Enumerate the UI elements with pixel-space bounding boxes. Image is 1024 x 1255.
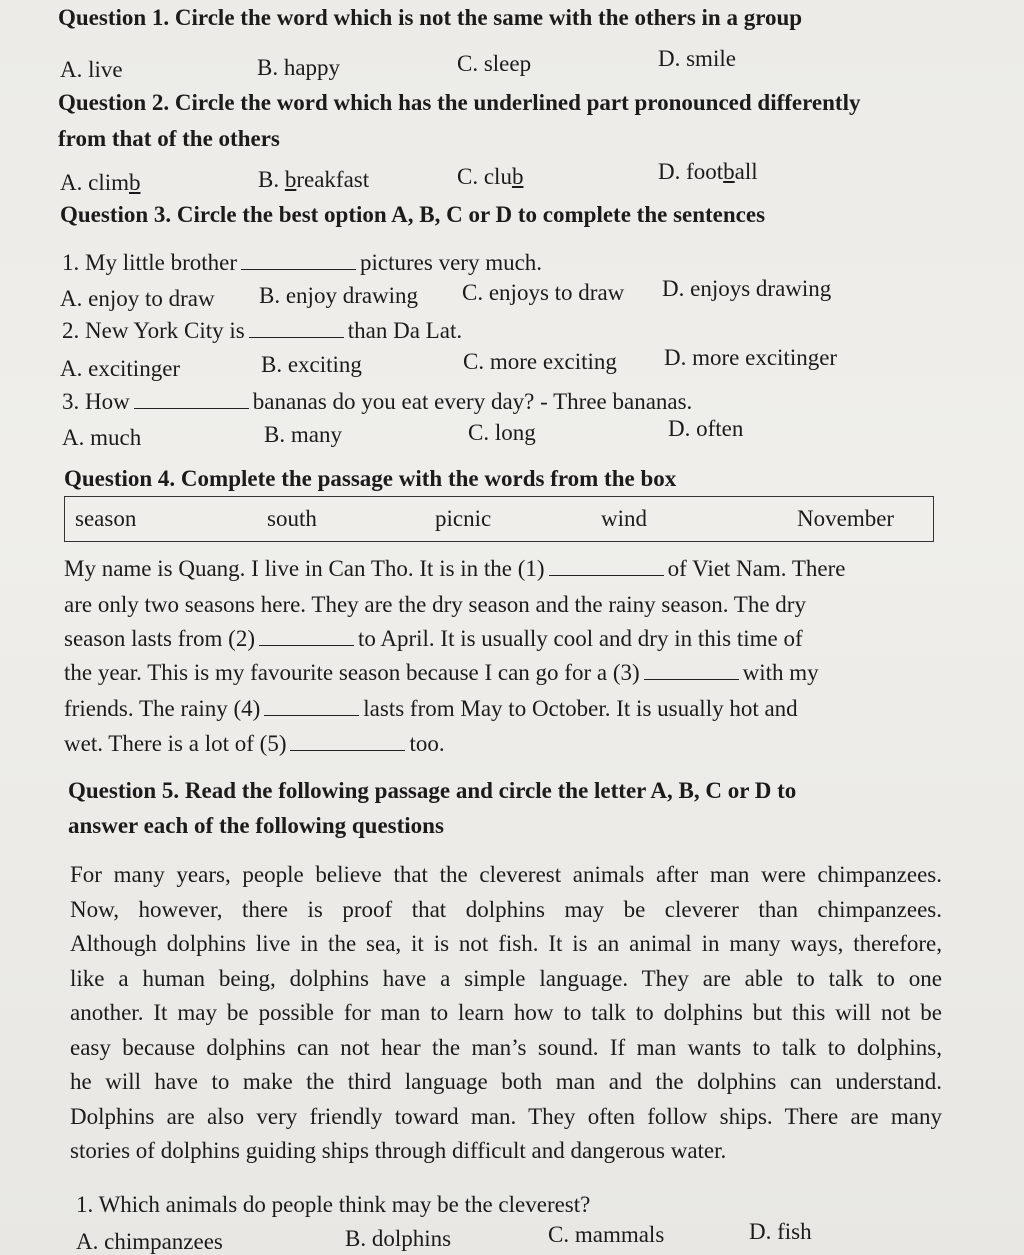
question-3-title: Question 3. Circle the best option A, B, C or D to complete the sentences (60, 202, 766, 227)
reading-passage (70, 858, 942, 1169)
passage-line: Dolphins are also very friendly toward man. They often follow ships. There are many (70, 1103, 942, 1129)
q3-1-option-c: C. enjoys to draw (462, 280, 625, 305)
passage-line: easy because dolphins can not hear the man’s sound. If man wants to talk to dolphins, (70, 1034, 942, 1060)
q1-option-c: C. sleep (457, 51, 532, 76)
q3-2-option-a: A. excitinger (60, 356, 181, 381)
passage-line: Now, however, there is proof that dolphins may be cleverer than chimpanzees. (70, 896, 942, 922)
answer-blank (241, 251, 356, 270)
answer-blank-5 (290, 732, 405, 751)
q4-passage-line-1: My name is Quang. I live in Can Tho. It is in the (1) of Viet Nam. There (64, 556, 846, 581)
passage-line: stories of dolphins guiding ships through difficult and dangerous water. (70, 1138, 727, 1163)
q3-3-option-d: D. often (668, 416, 744, 441)
q2-option-d: D. football (658, 159, 758, 184)
question-2-title: Question 2. Circle the word which has the underlined part pronounced differently (58, 90, 861, 115)
passage-line: Although dolphins live in the sea, it is not fish. It is an animal in many ways, therefore, (70, 931, 942, 956)
passage-line: another. It may be possible for man to learn how to talk to dolphins but this will not be (70, 1000, 942, 1025)
q2-option-b: B. breakfast (258, 167, 370, 192)
q3-1-option-b: B. enjoy drawing (259, 283, 419, 308)
q4-passage-line-6: wet. There is a lot of (5) too. (64, 731, 445, 756)
q4-passage-line-3: season lasts from (2) to April. It is usually cool and dry in this time of (64, 626, 803, 651)
question-5-title-cont: answer each of the following questions (68, 813, 444, 838)
q3-2-option-b: B. exciting (261, 352, 362, 377)
q5-1-option-d: D. fish (749, 1219, 812, 1244)
q4-passage-line-2: are only two seasons here. They are the dry season and the rainy season. The dry (64, 592, 806, 617)
q3-2-option-c: C. more exciting (463, 349, 617, 374)
q5-question-1: 1. Which animals do people think may be the cleverest? (76, 1192, 591, 1217)
q4-passage-line-5: friends. The rainy (4) lasts from May to October. It is usually hot and (64, 696, 798, 721)
q2-option-a: A. climb (60, 170, 141, 195)
q4-passage-line-4: the year. This is my favourite season because I can go for a (3) with my (64, 660, 819, 685)
q3-sentence-2: 2. New York City is than Da Lat. (62, 318, 463, 343)
q3-2-option-d: D. more excitinger (664, 345, 838, 370)
question-5-title: Question 5. Read the following passage and circle the letter A, B, C or D to (68, 778, 797, 803)
word-box-item: season (75, 506, 137, 531)
question-4-title: Question 4. Complete the passage with the words from the box (64, 466, 677, 491)
word-box-item: south (267, 506, 317, 531)
answer-blank (134, 390, 249, 409)
q3-3-option-a: A. much (62, 425, 142, 450)
passage-line: For many years, people believe that the cleverest animals after man were chimpanzees. (70, 862, 942, 887)
word-box (64, 496, 934, 542)
q5-1-option-c: C. mammals (548, 1222, 665, 1247)
q1-option-b: B. happy (257, 55, 341, 80)
q5-1-option-b: B. dolphins (345, 1226, 452, 1251)
q3-sentence-1: 1. My little brother pictures very much. (62, 250, 543, 275)
q3-1-option-d: D. enjoys drawing (662, 276, 832, 301)
question-1-title: Question 1. Circle the word which is not the same with the others in a group (58, 5, 803, 30)
answer-blank-2 (259, 627, 354, 646)
word-box-item: November (797, 506, 895, 531)
answer-blank-3 (644, 661, 739, 680)
passage-line: like a human being, dolphins have a simple language. They are able to talk to one (70, 965, 942, 991)
q3-sentence-3: 3. How bananas do you eat every day? - Three bananas. (62, 389, 693, 414)
question-2-title-cont: from that of the others (58, 126, 280, 151)
q1-option-d: D. smile (658, 46, 736, 71)
word-box-item: picnic (435, 506, 492, 531)
q3-3-option-c: C. long (468, 420, 536, 445)
q1-option-a: A. live (60, 57, 123, 82)
q3-3-option-b: B. many (264, 422, 342, 447)
answer-blank (249, 319, 344, 338)
passage-line: he will have to make the third language both man and the dolphins can understand. (70, 1069, 942, 1094)
answer-blank-4 (264, 697, 359, 716)
answer-blank-1 (549, 557, 664, 576)
q2-option-c: C. club (457, 164, 524, 189)
q3-1-option-a: A. enjoy to draw (60, 286, 215, 311)
q5-1-option-a: A. chimpanzees (76, 1229, 223, 1254)
word-box-item: wind (601, 506, 647, 531)
